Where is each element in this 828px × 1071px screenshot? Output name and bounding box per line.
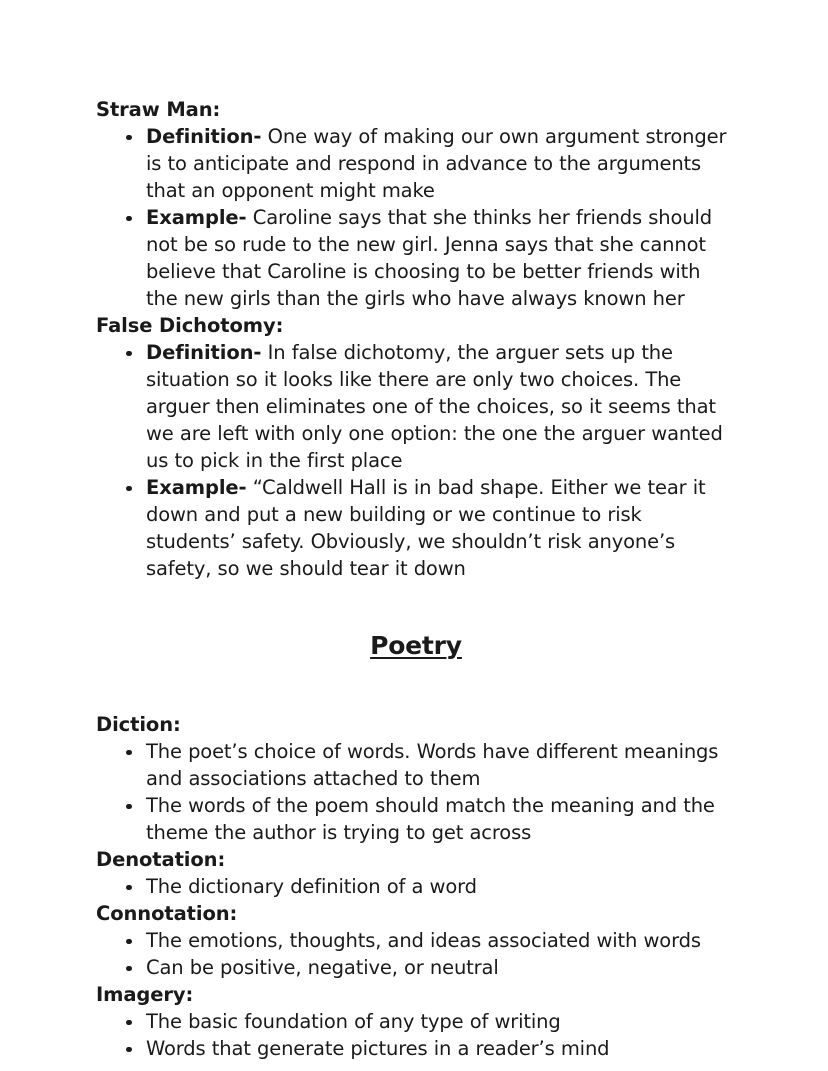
list-item-text: The emotions, thoughts, and ideas associated with words xyxy=(146,929,701,952)
list-item xyxy=(96,1008,736,1035)
section-imagery xyxy=(96,981,736,1062)
list-item-text: The words of the poem should match the meaning and the theme the author is trying to get across xyxy=(146,794,715,844)
list-item-lead: Example- xyxy=(146,206,247,229)
section-denotation xyxy=(96,846,736,900)
list-item-text: Words that generate pictures in a reader’s mind xyxy=(146,1037,610,1060)
list-item xyxy=(96,954,736,981)
bullet-list xyxy=(96,1008,736,1062)
bullet-list xyxy=(96,873,736,900)
poetry-group xyxy=(96,711,736,1062)
section-heading: False Dichotomy: xyxy=(96,314,284,337)
list-item-lead: Definition- xyxy=(146,125,262,148)
bullet-list xyxy=(96,738,736,846)
document-body xyxy=(96,96,736,1062)
list-item-text: Caroline says that she thinks her friends should not be so rude to the new girl. Jenna says that she cannot believe that Caroline is choosing to be better friends with the new girls than the girls who have always known her xyxy=(146,206,712,310)
list-item-text: “Caldwell Hall is in bad shape. Either we tear it down and put a new building or we continue to risk students’ safety. Obviously, we shouldn’t risk anyone’s safety, so we should tear it down xyxy=(146,476,706,580)
spacer-above-title xyxy=(96,582,736,632)
bullet-list xyxy=(96,123,736,312)
bullet-list xyxy=(96,927,736,981)
section-connotation xyxy=(96,900,736,981)
spacer-below-title xyxy=(96,659,736,711)
list-item-text: The poet’s choice of words. Words have different meanings and associations attached to them xyxy=(146,740,719,790)
list-item xyxy=(96,927,736,954)
section-heading: Straw Man: xyxy=(96,98,221,121)
fallacies-group xyxy=(96,96,736,582)
section-diction xyxy=(96,711,736,846)
list-item xyxy=(96,873,736,900)
list-item xyxy=(96,474,736,582)
section-heading: Denotation: xyxy=(96,848,226,871)
list-item-lead: Example- xyxy=(146,476,247,499)
list-item xyxy=(96,738,736,792)
section-straw-man xyxy=(96,96,736,312)
section-heading: Diction: xyxy=(96,713,181,736)
list-item-text: In false dichotomy, the arguer sets up the situation so it looks like there are only two choices. The arguer then eliminates one of the choices, so it seems that we are left with only one option: the one the arguer wanted us to pick in the first place xyxy=(146,341,723,472)
list-item xyxy=(96,204,736,312)
list-item-text: The basic foundation of any type of writing xyxy=(146,1010,561,1033)
list-item xyxy=(96,1035,736,1062)
list-item-text: One way of making our own argument stronger is to anticipate and respond in advance to the arguments that an opponent might make xyxy=(146,125,727,202)
list-item xyxy=(96,792,736,846)
list-item-lead: Definition- xyxy=(146,341,262,364)
page-title: Poetry xyxy=(370,631,462,660)
section-false-dichotomy xyxy=(96,312,736,582)
poetry-title-wrap xyxy=(96,632,736,659)
section-heading: Connotation: xyxy=(96,902,238,925)
list-item-text: The dictionary definition of a word xyxy=(146,875,477,898)
list-item-text: Can be positive, negative, or neutral xyxy=(146,956,499,979)
section-heading: Imagery: xyxy=(96,983,194,1006)
list-item xyxy=(96,123,736,204)
list-item xyxy=(96,339,736,474)
bullet-list xyxy=(96,339,736,582)
